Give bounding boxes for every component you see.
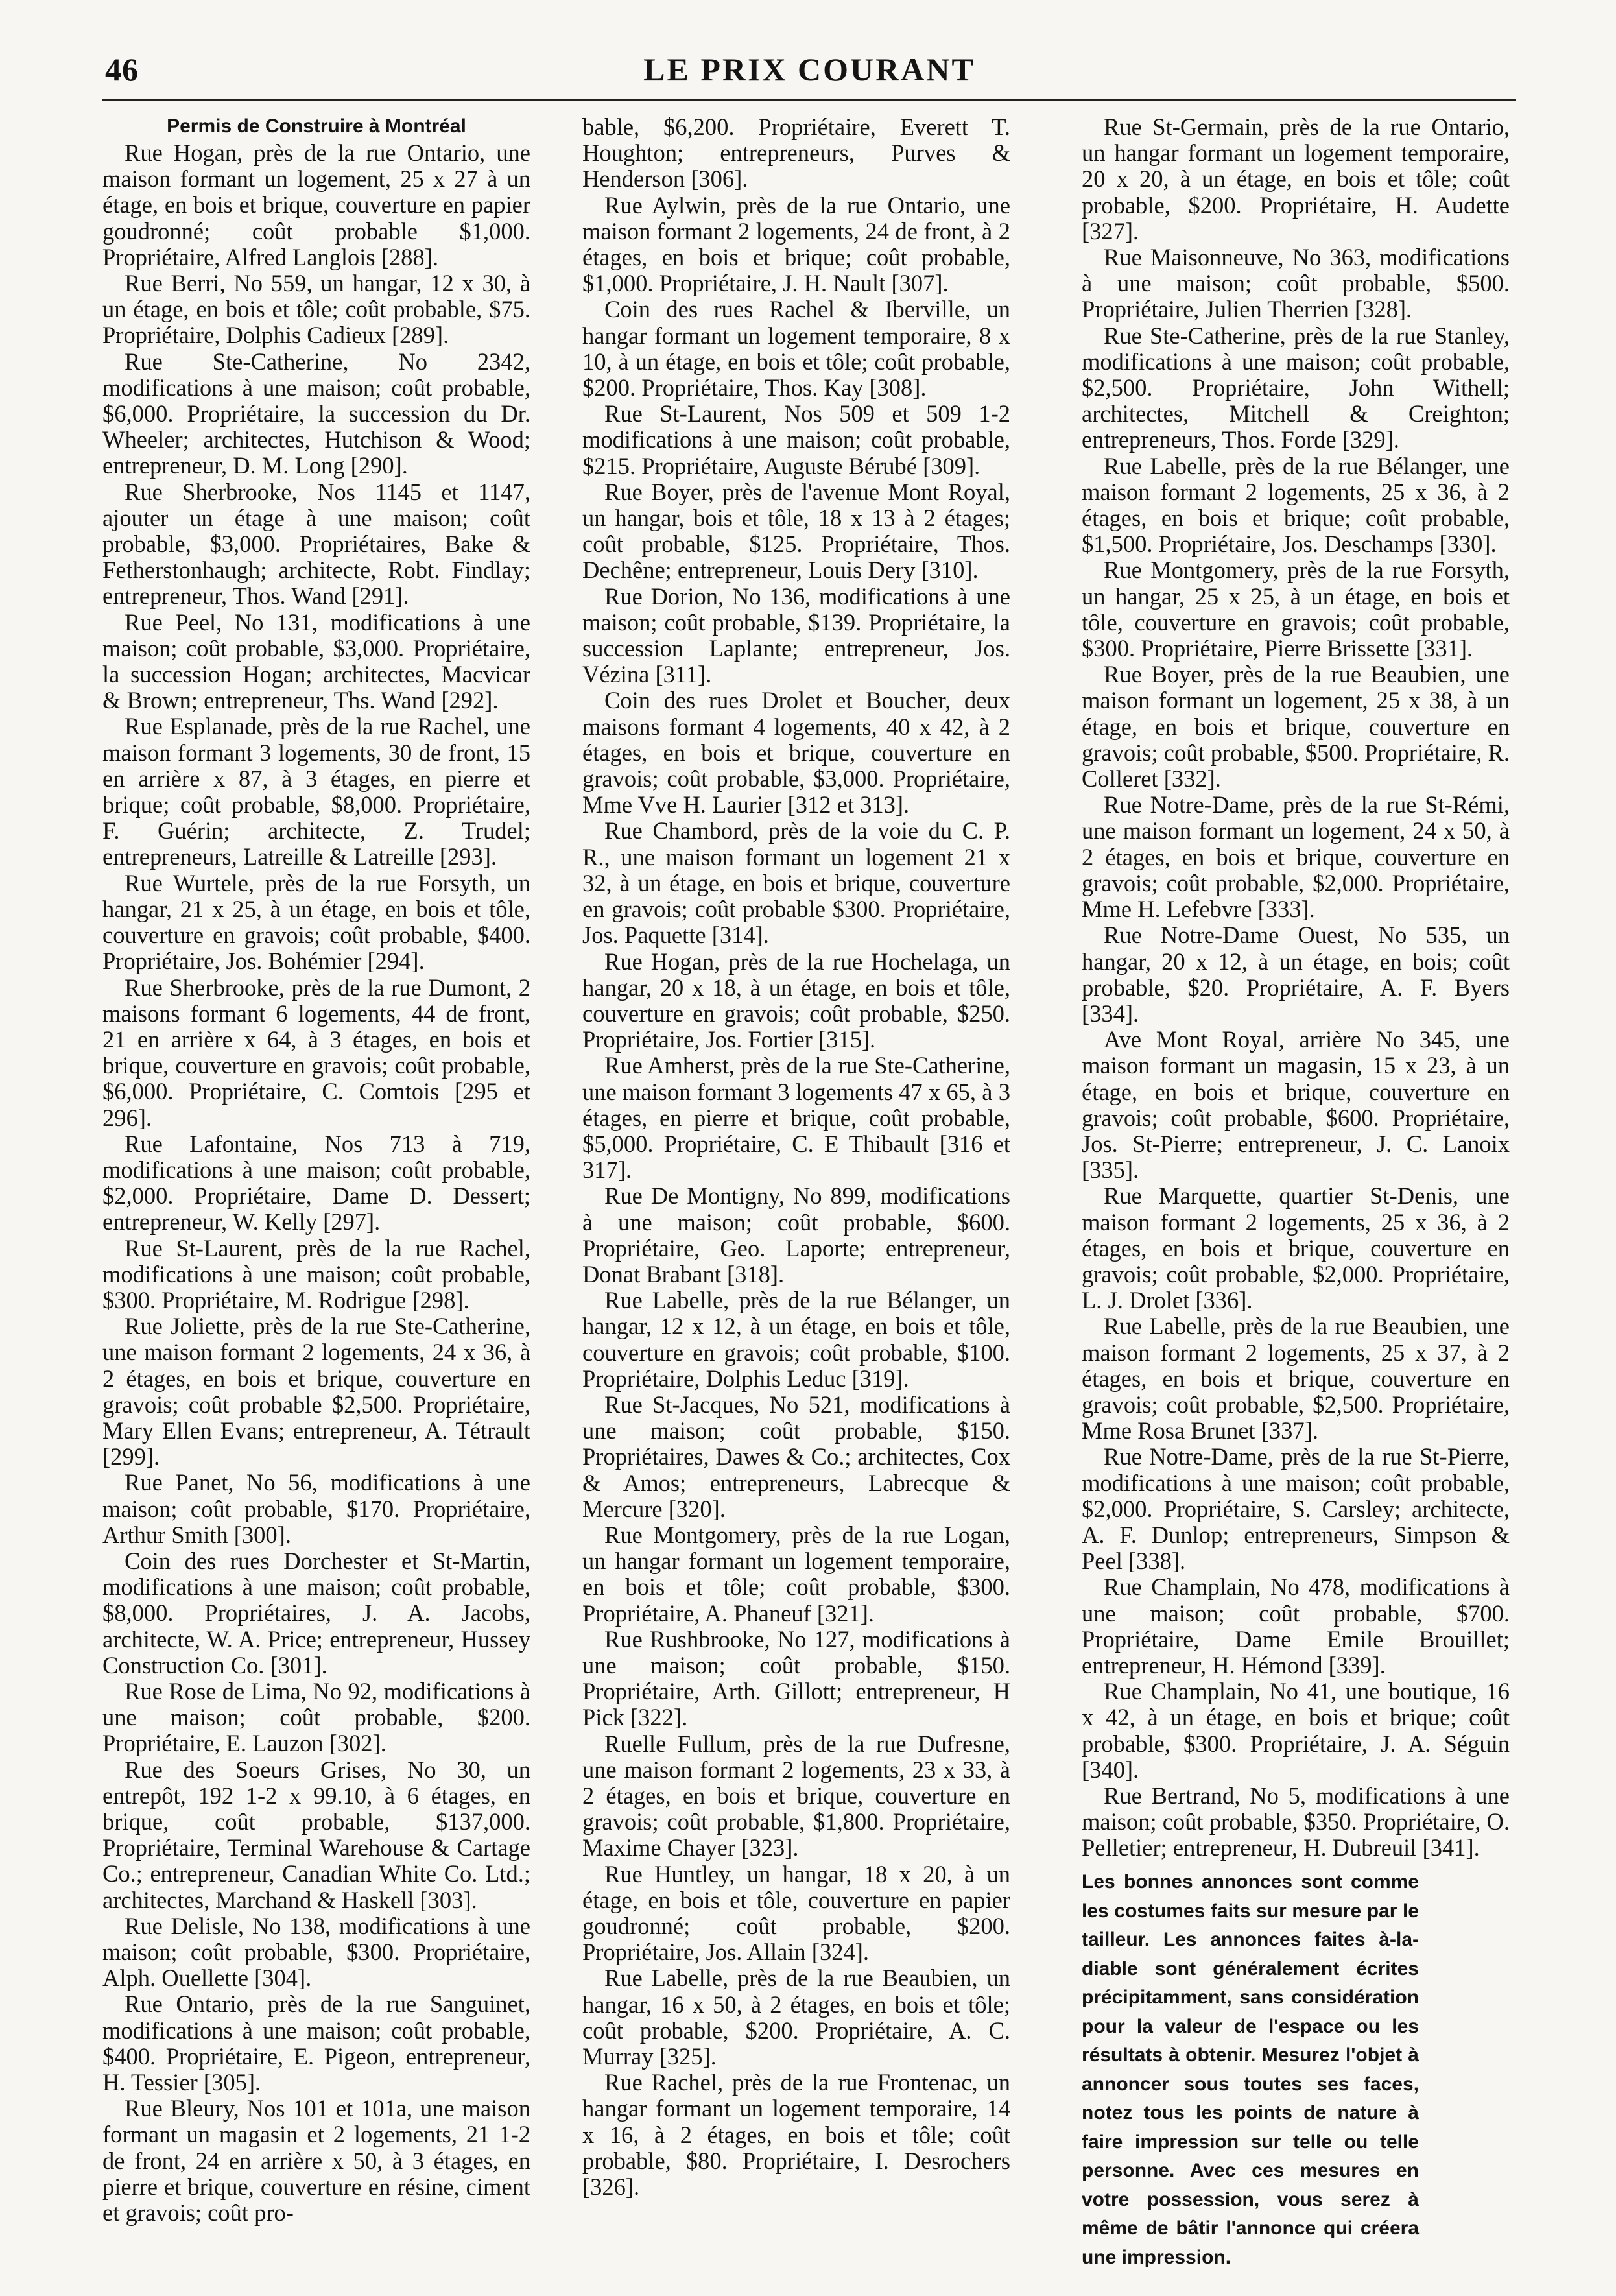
- permit-entry: Rue St-Germain, près de la rue Ontario, un hangar formant un logement temporaire, 20 x 20, à un étage, en bois et tôle; coût probable, $200. Propriétaire, H. Audette [327].: [1082, 114, 1510, 245]
- advertisement-note: Les bonnes annonces sont comme les costumes faits sur mesure par le tailleur. Les annonces faites à-la-diable sont généralement écrites précipitamment, sans considération pour la valeur de l'espace ou les résultats à obtenir. Mesurez l'objet à annoncer sous toutes ses faces, notez tous les points de nature à faire impression sur telle ou telle personne. Avec ces mesures en votre possession, vous serez à même de bâtir l'annonce qui créera une impression.: [1082, 1871, 1419, 2268]
- permit-entry: Rue Bleury, Nos 101 et 101a, une maison formant un magasin et 2 logements, 21 1-2 de front, 24 en arrière x 50, à 3 étages, en pierre et brique, couverture en résine, ciment et gravois; coût pro-: [102, 2095, 530, 2227]
- permit-entry: Rue Berri, No 559, un hangar, 12 x 30, à un étage, en bois et tôle; coût probable, $75. Propriétaire, Dolphis Cadieux [289].: [102, 270, 530, 349]
- permit-entry: Rue Ste-Catherine, près de la rue Stanley, modifications à une maison; coût probable, $2,500. Propriétaire, John Withell; architectes, Mitchell & Creighton; entrepreneurs, Thos. Forde [329].: [1082, 322, 1510, 453]
- permit-entry: Rue Ontario, près de la rue Sanguinet, modifications à une maison; coût probable, $400. Propriétaire, E. Pigeon, entrepreneur, H. Tessier [305].: [102, 1991, 530, 2096]
- permit-entry: Ave Mont Royal, arrière No 345, une maison formant un magasin, 15 x 23, à un étage, en bois et brique, couverture en gravois; coût probable, $600. Propriétaire, Jos. St-Pierre; entrepreneur, J. C. Lanoix [335].: [1082, 1026, 1510, 1184]
- permit-entry: Coin des rues Dorchester et St-Martin, modifications à une maison; coût probable, $8,000. Propriétaires, J. A. Jacobs, architecte, W. A. Price; entrepreneur, Hussey Construction Co. [301].: [102, 1547, 530, 1679]
- column-3: [1082, 114, 1510, 1861]
- permit-entry: Rue Montgomery, près de la rue Forsyth, un hangar, 25 x 25, à un étage, en bois et tôle, couverture en gravois; coût probable, $300. Propriétaire, Pierre Brissette [331].: [1082, 556, 1510, 662]
- permit-entry: Rue Champlain, No 41, une boutique, 16 x 42, à un étage, en bois et brique; coût probable, $300. Propriétaire, J. A. Séguin [340].: [1082, 1678, 1510, 1783]
- permit-entry: Rue Maisonneuve, No 363, modifications à une maison; coût probable, $500. Propriétaire, Julien Therrien [328].: [1082, 244, 1510, 323]
- column-2-entries: [582, 114, 1010, 2200]
- permit-entry: Rue Montgomery, près de la rue Logan, un hangar formant un logement temporaire, en bois et tôle; coût probable, $300. Propriétaire, A. Phaneuf [321].: [582, 1521, 1010, 1627]
- permit-entry-continued: bable, $6,200. Propriétaire, Everett T. Houghton; entrepreneurs, Purves & Henderson [306].: [582, 114, 1010, 193]
- permit-entry: Rue Rushbrooke, No 127, modifications à une maison; coût probable, $150. Propriétaire, Arth. Gillott; entrepreneur, H Pick [322].: [582, 1625, 1010, 1731]
- permit-entry: Rue St-Laurent, Nos 509 et 509 1-2 modifications à une maison; coût probable, $215. Propriétaire, Auguste Bérubé [309].: [582, 400, 1010, 479]
- column-1: [102, 114, 530, 2226]
- permit-entry: Rue Champlain, No 478, modifications à une maison; coût probable, $700. Propriétaire, Dame Emile Brouillet; entrepreneur, H. Hémond [339].: [1082, 1573, 1510, 1679]
- permit-entry: Rue Boyer, près de la rue Beaubien, une maison formant un logement, 25 x 38, à un étage, en bois et brique, couverture en gravois; coût probable, $500. Propriétaire, R. Colleret [332].: [1082, 661, 1510, 793]
- permit-entry: Ruelle Fullum, près de la rue Dufresne, une maison formant 2 logements, 23 x 33, à 2 étages, en bois et brique, couverture en gravois; coût probable, $1,800. Propriétaire, Maxime Chayer [323].: [582, 1730, 1010, 1861]
- permit-entry: Rue De Montigny, No 899, modifications à une maison; coût probable, $600. Propriétaire, Geo. Laporte; entrepreneur, Donat Brabant [318].: [582, 1182, 1010, 1287]
- page-title: LE PRIX COURANT: [643, 51, 975, 88]
- permit-entry: Rue Labelle, près de la rue Bélanger, un hangar, 12 x 12, à un étage, en bois et tôle, couverture en gravois; coût probable, $100. Propriétaire, Dolphis Leduc [319].: [582, 1287, 1010, 1392]
- permit-entry: Rue Notre-Dame Ouest, No 535, un hangar, 20 x 12, à un étage, en bois; coût probable, $20. Propriétaire, A. F. Byers [334].: [1082, 922, 1510, 1027]
- permit-entry: Rue Notre-Dame, près de la rue St-Rémi, une maison formant un logement, 24 x 50, à 2 étages, en bois et brique, couverture en gravois; coût probable, $2,000. Propriétaire, Mme H. Lefebvre [333].: [1082, 791, 1510, 923]
- permit-entry: Rue Sherbrooke, Nos 1145 et 1147, ajouter un étage à une maison; coût probable, $3,000. Propriétaires, Bake & Fetherstonhaugh; architecte, Robt. Findlay; entrepreneur, Thos. Wand [291].: [102, 478, 530, 610]
- permit-entry: Rue Delisle, No 138, modifications à une maison; coût probable, $300. Propriétaire, Alph. Ouellette [304].: [102, 1912, 530, 1992]
- permit-entry: Rue Labelle, près de la rue Beaubien, une maison formant 2 logements, 25 x 37, à 2 étages, en bois et brique, couverture en gravois; coût probable, $2,500. Propriétaire, Mme Rosa Brunet [337].: [1082, 1313, 1510, 1444]
- permit-entry: Rue Peel, No 131, modifications à une maison; coût probable, $3,000. Propriétaire, la succession Hogan; architectes, Macvicar & Brown; entrepreneur, Ths. Wand [292].: [102, 608, 530, 714]
- permit-entry: Rue St-Jacques, No 521, modifications à une maison; coût probable, $150. Propriétaires, Dawes & Co.; architectes, Cox & Amos; entrepreneurs, Labrecque & Mercure [320].: [582, 1391, 1010, 1522]
- permit-entry: Rue Boyer, près de l'avenue Mont Royal, un hangar, bois et tôle, 18 x 13 à 2 étages; coût probable, $125. Propriétaire, Thos. Dechêne; entrepreneur, Louis Dery [310].: [582, 478, 1010, 584]
- permit-entry: Rue Aylwin, près de la rue Ontario, une maison formant 2 logements, 24 de front, à 2 étages, en bois et brique; coût probable, $1,000. Propriétaire, J. H. Nault [307].: [582, 191, 1010, 297]
- permit-entry: Rue Lafontaine, Nos 713 à 719, modifications à une maison; coût probable, $2,000. Propriétaire, Dame D. Dessert; entrepreneur, W. Kelly [297].: [102, 1130, 530, 1236]
- permit-entry: Rue Ste-Catherine, No 2342, modifications à une maison; coût probable, $6,000. Propriétaire, la succession du Dr. Wheeler; architectes, Hutchison & Wood; entrepreneur, D. M. Long [290].: [102, 348, 530, 479]
- permit-entry: Coin des rues Rachel & Iberville, un hangar formant un logement temporaire, 8 x 10, à un étage, en bois et tôle; coût probable, $200. Propriétaire, Thos. Kay [308].: [582, 296, 1010, 401]
- permit-entry: Rue Panet, No 56, modifications à une maison; coût probable, $170. Propriétaire, Arthur Smith [300].: [102, 1469, 530, 1548]
- permit-entry: Rue Dorion, No 136, modifications à une maison; coût probable, $139. Propriétaire, la succession Laplante; entrepreneur, Jos. Vézina [311].: [582, 582, 1010, 688]
- permit-entry: Rue des Soeurs Grises, No 30, un entrepôt, 192 1-2 x 99.10, à 6 étages, en brique, coût probable, $137,000. Propriétaire, Terminal Warehouse & Cartage Co.; entrepreneur, Canadian White Co. Ltd.; architectes, Marchand & Haskell [303].: [102, 1756, 530, 1913]
- column-2: [582, 114, 1010, 2200]
- permit-entry: Rue St-Laurent, près de la rue Rachel, modifications à une maison; coût probable, $300. Propriétaire, M. Rodrigue [298].: [102, 1234, 530, 1313]
- page-header: [102, 47, 1516, 101]
- permit-entry: Rue Wurtele, près de la rue Forsyth, un hangar, 21 x 25, à un étage, en bois et tôle, couverture en gravois; coût probable, $400. Propriétaire, Jos. Bohémier [294].: [102, 869, 530, 975]
- permit-entry: Rue Chambord, près de la voie du C. P. R., une maison formant un logement 21 x 32, à un étage, en bois et brique, couverture en gravois; coût probable $300. Propriétaire, Jos. Paquette [314].: [582, 817, 1010, 949]
- permit-entry: Rue Marquette, quartier St-Denis, une maison formant 2 logements, 25 x 36, à 2 étages, en bois et brique, couverture en gravois; coût probable, $2,000. Propriétaire, L. J. Drolet [336].: [1082, 1182, 1510, 1314]
- permit-entry: Rue Rachel, près de la rue Frontenac, un hangar formant un logement temporaire, 14 x 16, à 2 étages, en bois et tôle; coût probable, $80. Propriétaire, I. Desrochers [326].: [582, 2069, 1010, 2201]
- permit-entry: Rue Sherbrooke, près de la rue Dumont, 2 maisons formant 6 logements, 44 de front, 21 en arrière x 64, à 3 étages, en bois et brique, couverture en gravois; coût probable, $6,000. Propriétaire, C. Comtois [295 et 296].: [102, 974, 530, 1131]
- column-3-entries: [1082, 114, 1510, 1861]
- permit-entry: Rue Bertrand, No 5, modifications à une maison; coût probable, $350. Propriétaire, O. Pelletier; entrepreneur, H. Dubreuil [341].: [1082, 1782, 1510, 1861]
- permit-entry: Rue Rose de Lima, No 92, modifications à une maison; coût probable, $200. Propriétaire, E. Lauzon [302].: [102, 1677, 530, 1757]
- permit-entry: Rue Amherst, près de la rue Ste-Catherine, une maison formant 3 logements 47 x 65, à 3 étages, en pierre et brique, coût probable, $5,000. Propriétaire, C. E Thibault [316 et 317].: [582, 1052, 1010, 1184]
- permit-entry: Rue Huntley, un hangar, 18 x 20, à un étage, en bois et tôle, couverture en papier goudronné; coût probable, $200. Propriétaire, Jos. Allain [324].: [582, 1860, 1010, 1966]
- permit-entry: Rue Hogan, près de la rue Hochelaga, un hangar, 20 x 18, à un étage, en bois et tôle, couverture en gravois; coût probable, $250. Propriétaire, Jos. Fortier [315].: [582, 948, 1010, 1053]
- section-title: Permis de Construire à Montréal: [167, 115, 466, 137]
- permit-entry: Rue Labelle, près de la rue Bélanger, une maison formant 2 logements, 25 x 36, à 2 étages, en bois et brique; coût probable, $1,500. Propriétaire, Jos. Deschamps [330].: [1082, 452, 1510, 558]
- permit-entry: Rue Joliette, près de la rue Ste-Catherine, une maison formant 2 logements, 24 x 36, à 2 étages, en bois et brique, couverture en gravois; coût probable $2,500. Propriétaire, Mary Ellen Evans; entrepreneur, A. Tétrault [299].: [102, 1313, 530, 1470]
- permit-entry: Rue Hogan, près de la rue Ontario, une maison formant un logement, 25 x 27 à un étage, en bois et brique, couverture en papier goudronné; coût probable $1,000. Propriétaire, Alfred Langlois [288].: [102, 139, 530, 270]
- column-1-entries: [102, 140, 530, 2226]
- permit-entry: Rue Esplanade, près de la rue Rachel, une maison formant 3 logements, 30 de front, 15 en arrière x 87, à 3 étages, en pierre et brique; coût probable, $8,000. Propriétaire, F. Guérin; architecte, Z. Trudel; entrepreneurs, Latreille & Latreille [293].: [102, 713, 530, 870]
- page-number: 46: [105, 51, 139, 88]
- permit-entry: Coin des rues Drolet et Boucher, deux maisons formant 4 logements, 40 x 42, à 2 étages, en bois et brique, couverture en gravois; coût probable, $3,000. Propriétaire, Mme Vve H. Laurier [312 et 313].: [582, 687, 1010, 819]
- permit-entry: Rue Labelle, près de la rue Beaubien, un hangar, 16 x 50, à 2 étages, en bois et tôle; coût probable, $200. Propriétaire, A. C. Murray [325].: [582, 1965, 1010, 2070]
- permit-entry: Rue Notre-Dame, près de la rue St-Pierre, modifications à une maison; coût probable, $2,000. Propriétaire, S. Carsley; architecte, A. F. Dunlop; entrepreneurs, Simpson & Peel [338].: [1082, 1443, 1510, 1575]
